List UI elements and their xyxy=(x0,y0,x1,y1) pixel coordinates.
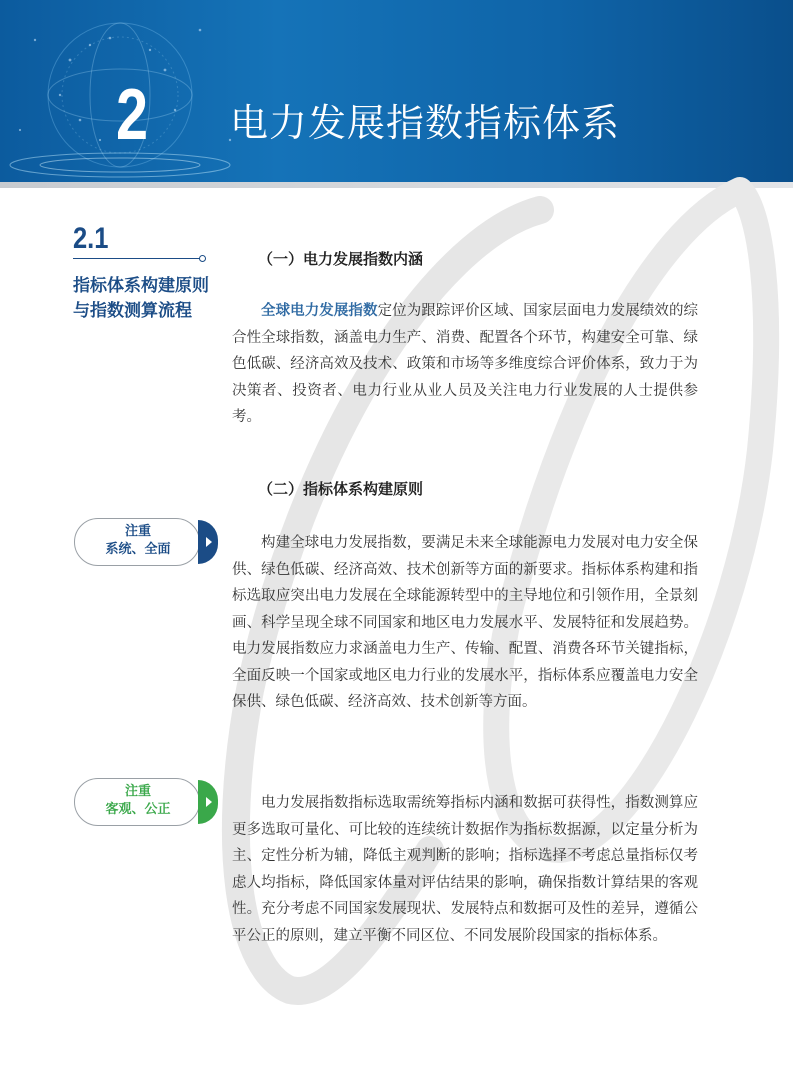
paragraph-3: 电力发展指数指标选取需统筹指标内涵和数据可获得性，指数测算应更多选取可量化、可比较的连续统计数据作为指标数据源，以定量分析为主、定性分析为辅，降低主观判断的影响；指标选择不考虑总量指标仅考虑人均指标，降低国家体量对评估结果的影响，确保指数计算结果的客观性。充分考虑不同国家发展现状、发展特点和数据可及性的差异，遵循公平公正的原则，建立平衡不同区位、不同发展阶段国家的指标体系。 xyxy=(232,795,698,944)
tag-systematic-line1: 注重 xyxy=(124,524,151,539)
banner-divider xyxy=(0,182,793,188)
paragraph-1 xyxy=(232,298,698,431)
chapter-banner xyxy=(0,0,793,182)
highlight-term: 全球电力发展指数 xyxy=(261,303,378,319)
tag-objective xyxy=(74,778,200,826)
tag-systematic-line2: 系统、全面 xyxy=(105,542,171,557)
section-title: 指标体系构建原则与指数测算流程 xyxy=(73,276,209,321)
chevron-right-icon xyxy=(206,797,212,807)
paragraph-2: 构建全球电力发展指数，要满足未来全球能源电力发展对电力安全保供、绿色低碳、经济高效、技术创新等方面的新要求。指标体系构建和指标选取应突出电力发展在全球能源转型中的主导地位和引领作用，全景刻画、科学呈现全球不同国家和地区电力发展水平、发展特征和发展趋势。电力发展指数应力求涵盖电力生产、传输、配置、消费各环节关键指标，全面反映一个国家或地区电力行业的发展水平，指标体系应覆盖电力安全保供、绿色低碳、经济高效、技术创新等方面。 xyxy=(232,535,698,710)
chevron-right-icon xyxy=(206,537,212,547)
tag-systematic xyxy=(74,518,200,566)
section-divider-dot xyxy=(199,255,206,262)
chapter-number: 2 xyxy=(116,75,149,155)
tag-systematic-text xyxy=(75,523,201,559)
tag-objective-line2: 客观、公正 xyxy=(105,802,171,817)
tag-objective-text xyxy=(75,783,201,819)
subsection-heading-1: （一）电力发展指数内涵 xyxy=(258,250,424,268)
tag-objective-line1: 注重 xyxy=(124,784,151,799)
chapter-title: 电力发展指数指标体系 xyxy=(230,101,621,145)
section-number: 2.1 xyxy=(73,222,109,255)
subsection-heading-2: （二）指标体系构建原则 xyxy=(258,480,424,498)
section-divider xyxy=(73,258,201,259)
paragraph-1-text: 定位为跟踪评价区域、国家层面电力发展绩效的综合性全球指数，涵盖电力生产、消费、配置各个环节，构建安全可靠、绿色低碳、经济高效及技术、政策和市场等多维度综合评价体系，致力于为决策者、投资者、电力行业从业人员及关注电力行业发展的人士提供参考。 xyxy=(232,303,699,425)
